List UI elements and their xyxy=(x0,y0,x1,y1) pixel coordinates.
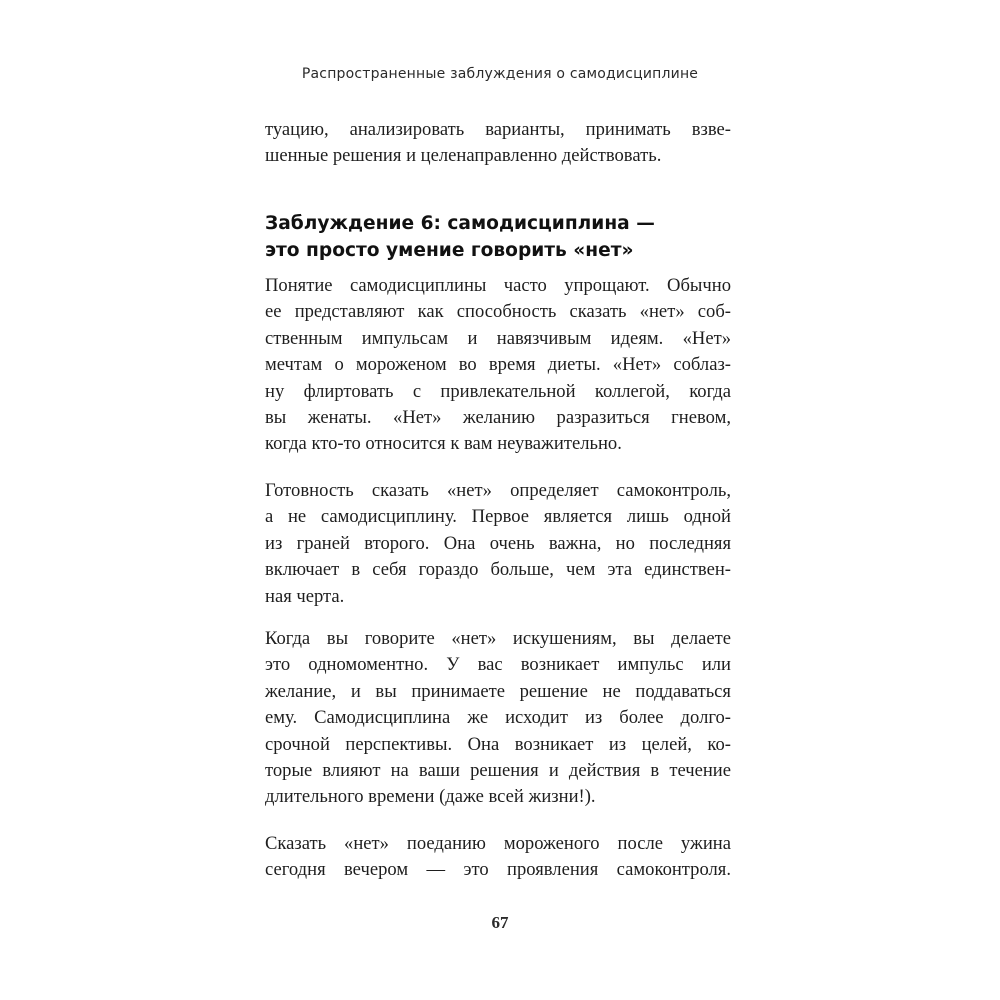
section-heading xyxy=(265,210,731,264)
text-line: это одномоментно. У вас возникает импульс или xyxy=(265,654,731,676)
text-line: торые влияют на ваши решения и действия в течение xyxy=(265,759,731,781)
text-line: ственным импульсам и навязчивым идеям. «Нет» xyxy=(265,327,731,349)
paragraph-3 xyxy=(265,626,731,811)
text-line: из граней второго. Она очень важна, но последняя xyxy=(265,532,731,554)
heading-line: это просто умение говорить «нет» xyxy=(265,240,634,261)
text-line: включает в себя гораздо больше, чем эта единствен- xyxy=(265,559,731,581)
text-line: ну флиртовать с привлекательной коллегой, когда xyxy=(265,380,731,402)
paragraph-4 xyxy=(265,831,731,884)
text-line: а не самодисциплину. Первое является лишь одной xyxy=(265,506,731,528)
text-line: срочной перспективы. Она возникает из целей, ко- xyxy=(265,733,731,755)
text-line: ная черта. xyxy=(265,585,345,607)
text-line: мечтам о мороженом во время диеты. «Нет» соблаз- xyxy=(265,354,731,376)
heading-line: Заблуждение 6: самодисциплина — xyxy=(265,213,655,234)
text-line: когда кто-то относится к вам неуважительно. xyxy=(265,433,622,455)
running-header: Распространенные заблуждения о самодисциплине xyxy=(301,66,699,82)
text-line: Понятие самодисциплины часто упрощают. Обычно xyxy=(265,275,731,296)
text-line: длительного времени (даже всей жизни!). xyxy=(265,786,596,808)
text-line: желание, и вы принимаете решение не поддаваться xyxy=(265,680,731,702)
text-line: Когда вы говорите «нет» искушениям, вы делаете xyxy=(265,628,731,649)
text-line: шенные решения и целенаправленно действовать. xyxy=(265,145,662,167)
text-line: Готовность сказать «нет» определяет самоконтроль, xyxy=(265,480,731,501)
text-line: ему. Самодисциплина же исходит из более долго- xyxy=(265,707,731,729)
intro-paragraph xyxy=(265,117,731,170)
paragraph-2 xyxy=(265,478,731,610)
text-line: Сказать «нет» поеданию мороженого после ужина xyxy=(265,833,731,854)
text-line: вы женаты. «Нет» желанию разразиться гневом, xyxy=(265,406,731,428)
text-line: сегодня вечером — это проявления самоконтроля. xyxy=(265,859,731,881)
paragraph-1 xyxy=(265,273,731,458)
text-line: туацию, анализировать варианты, принимать взве- xyxy=(265,119,731,140)
page-number: 67 xyxy=(491,913,509,932)
text-line: ее представляют как способность сказать «нет» соб- xyxy=(265,301,731,323)
